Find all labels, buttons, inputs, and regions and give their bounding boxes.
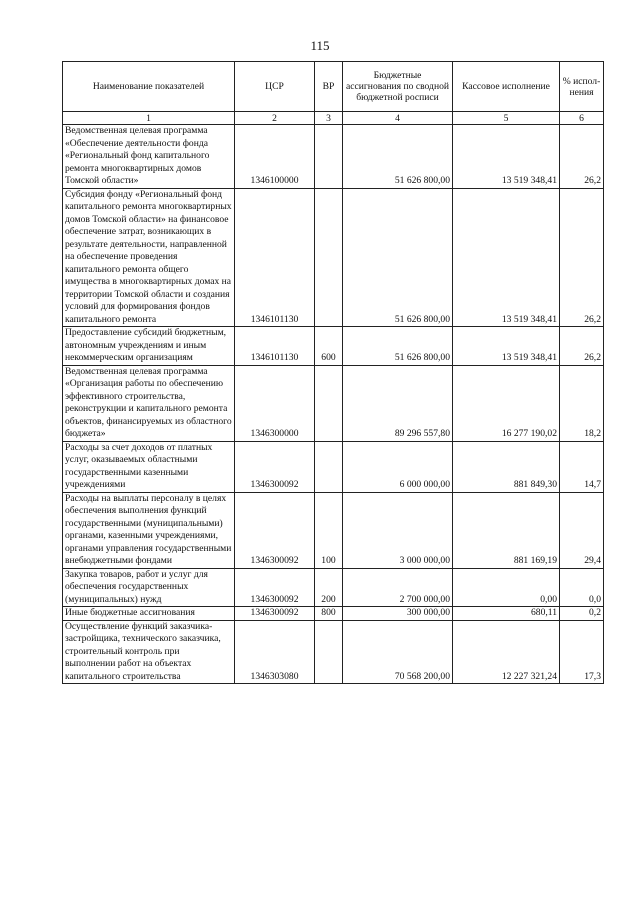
cash-amount: 0,00	[453, 568, 560, 607]
vr-code	[315, 441, 343, 492]
budget-amount: 2 700 000,00	[343, 568, 453, 607]
execution-percent: 17,3	[560, 620, 604, 684]
csr-code: 1346300000	[235, 365, 315, 441]
table-row	[63, 441, 604, 492]
indicator-name: Закупка товаров, работ и услуг для обеспечения государственных (муниципальных) нужд	[63, 568, 235, 607]
budget-amount: 51 626 800,00	[343, 327, 453, 366]
csr-code: 1346300092	[235, 607, 315, 621]
header-indicator-name: Наименование показателей	[63, 62, 235, 112]
execution-percent: 18,2	[560, 365, 604, 441]
execution-percent: 26,2	[560, 327, 604, 366]
indicator-name: Осуществление функций заказчика-застройщика, технического заказчика, строительный контроль при выполнении работ на объектах капитального строительства	[63, 620, 235, 684]
indicator-name: Расходы за счет доходов от платных услуг, оказываемых областными государственными казенными учреждениями	[63, 441, 235, 492]
column-number: 1	[63, 112, 235, 125]
csr-code: 1346101130	[235, 327, 315, 366]
indicator-name: Расходы на выплаты персоналу в целях обеспечения выполнения функций государственными (муниципальными) органами, казенными учреждениями, органами управления государственными внебюджетными фондами	[63, 492, 235, 568]
indicator-name: Ведомственная целевая программа «Обеспечение деятельности фонда «Региональный фонд капитального ремонта многоквартирных домов Томской области»	[63, 125, 235, 189]
vr-code	[315, 188, 343, 327]
budget-amount: 51 626 800,00	[343, 188, 453, 327]
table-row	[63, 327, 604, 366]
table-row	[63, 188, 604, 327]
budget-amount: 6 000 000,00	[343, 441, 453, 492]
table-row	[63, 365, 604, 441]
csr-code: 1346300092	[235, 492, 315, 568]
cash-amount: 13 519 348,41	[453, 188, 560, 327]
vr-code	[315, 125, 343, 189]
header-csr: ЦСР	[235, 62, 315, 112]
header-row	[63, 62, 604, 112]
page-number: 115	[310, 38, 330, 53]
indicator-name: Предоставление субсидий бюджетным, автономным учреждениям и иным некоммерческим организациям	[63, 327, 235, 366]
indicator-name: Ведомственная целевая программа «Организация работы по обеспечению эффективного строительства, реконструкции и капитального ремонта объектов, финансируемых из областного бюджета»	[63, 365, 235, 441]
cash-amount: 13 519 348,41	[453, 125, 560, 189]
vr-code	[315, 620, 343, 684]
budget-amount: 70 568 200,00	[343, 620, 453, 684]
execution-percent: 29,4	[560, 492, 604, 568]
header-vr: ВР	[315, 62, 343, 112]
column-number-row	[63, 112, 604, 125]
csr-code: 1346100000	[235, 125, 315, 189]
column-number: 2	[235, 112, 315, 125]
header-execution-percent: % испол-нения	[560, 62, 604, 112]
header-cash-execution: Кассовое исполнение	[453, 62, 560, 112]
cash-amount: 16 277 190,02	[453, 365, 560, 441]
column-number: 4	[343, 112, 453, 125]
execution-percent: 14,7	[560, 441, 604, 492]
table-row	[63, 125, 604, 189]
execution-percent: 26,2	[560, 188, 604, 327]
csr-code: 1346101130	[235, 188, 315, 327]
column-number: 3	[315, 112, 343, 125]
vr-code: 100	[315, 492, 343, 568]
budget-execution-table	[62, 61, 604, 684]
indicator-name: Иные бюджетные ассигнования	[63, 607, 235, 621]
indicator-name: Субсидия фонду «Региональный фонд капитального ремонта многоквартирных домов Томской области» на финансовое обеспечение затрат, возникающих в результате деятельности, направленной на обеспечение проведения капитального ремонта общего имущества в многоквартирных домах на территории Томской области и создания условий для формирования фондов капитального ремонта	[63, 188, 235, 327]
budget-amount: 3 000 000,00	[343, 492, 453, 568]
cash-amount: 881 849,30	[453, 441, 560, 492]
cash-amount: 13 519 348,41	[453, 327, 560, 366]
table-row	[63, 492, 604, 568]
budget-amount: 51 626 800,00	[343, 125, 453, 189]
vr-code: 800	[315, 607, 343, 621]
execution-percent: 26,2	[560, 125, 604, 189]
execution-percent: 0,2	[560, 607, 604, 621]
vr-code: 200	[315, 568, 343, 607]
csr-code: 1346300092	[235, 441, 315, 492]
csr-code: 1346300092	[235, 568, 315, 607]
table-row	[63, 620, 604, 684]
table-row	[63, 607, 604, 621]
vr-code	[315, 365, 343, 441]
budget-amount: 300 000,00	[343, 607, 453, 621]
table-row	[63, 568, 604, 607]
csr-code: 1346303080	[235, 620, 315, 684]
vr-code: 600	[315, 327, 343, 366]
column-number: 6	[560, 112, 604, 125]
column-number: 5	[453, 112, 560, 125]
header-budget-allocations: Бюджетные ассигнования по сводной бюджетной росписи	[343, 62, 453, 112]
cash-amount: 680,11	[453, 607, 560, 621]
cash-amount: 881 169,19	[453, 492, 560, 568]
budget-amount: 89 296 557,80	[343, 365, 453, 441]
cash-amount: 12 227 321,24	[453, 620, 560, 684]
execution-percent: 0,0	[560, 568, 604, 607]
